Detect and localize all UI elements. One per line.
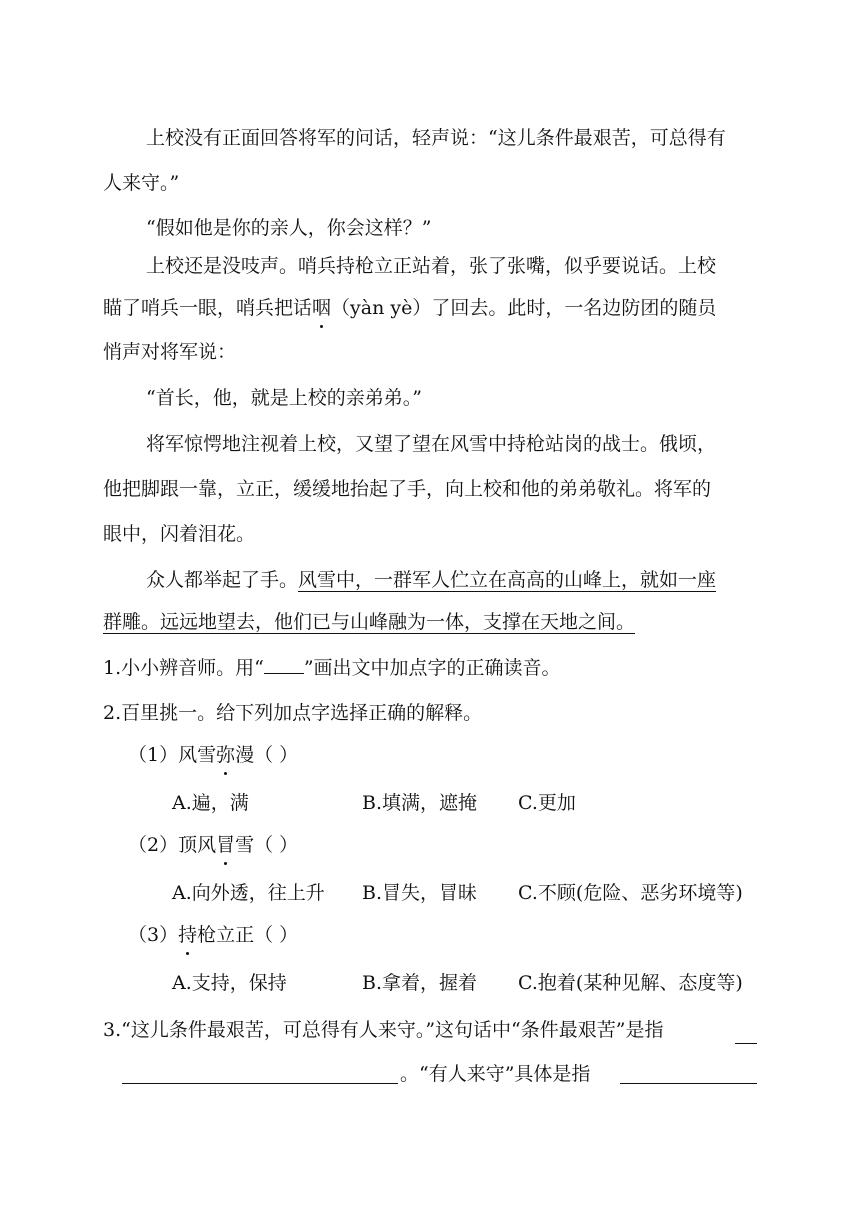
question-2-3-option-a: A.支持，保持 xyxy=(172,972,287,994)
question-2-1 xyxy=(128,742,298,768)
dotted-char-mao: 冒 xyxy=(216,834,236,856)
passage-p6-line2 xyxy=(103,609,635,635)
passage-p3-line1: 上校还是没吱声。哨兵持枪立正站着，张了张嘴，似乎要说话。上校 xyxy=(146,255,717,277)
question-1 xyxy=(103,655,561,681)
question-2-3-end: 枪立正（ ） xyxy=(197,924,299,946)
passage-p3-line2 xyxy=(103,295,716,321)
question-2-3-option-b: B.拿着，握着 xyxy=(362,972,478,994)
question-2-2-start: （2）顶风 xyxy=(128,834,217,856)
question-2: 2.百里挑一。给下列加点字选择正确的解释。 xyxy=(103,702,483,724)
passage-p1-line1: 上校没有正面回答将军的问话，轻声说：“这儿条件最艰苦，可总得有 xyxy=(146,127,726,149)
passage-p3-line2-start: 瞄了哨兵一眼，哨兵把话 xyxy=(103,297,313,319)
question-2-2-end: 雪（ ） xyxy=(235,834,299,856)
question-1-start: 1.小小辨音师。用“ xyxy=(103,657,264,679)
question-2-1-option-a: A.遍，满 xyxy=(172,792,249,814)
passage-p5-line1: 将军惊愕地注视着上校，又望了望在风雪中持枪站岗的战士。俄顷， xyxy=(146,433,717,455)
passage-p4: “首长，他，就是上校的亲弟弟。” xyxy=(146,387,422,409)
question-3-line1: 3.“这儿条件最艰苦，可总得有人来守。”这句话中“条件最艰苦”是指 xyxy=(103,1019,664,1041)
answer-blank-1-start[interactable] xyxy=(735,1043,757,1044)
underlined-sentence-part1: 风雪中，一群军人伫立在高高的山峰上，就如一座 xyxy=(298,569,717,591)
question-2-1-end: 漫（ ） xyxy=(235,744,299,766)
passage-p5-line3: 眼中，闪着泪花。 xyxy=(103,523,256,545)
question-2-3 xyxy=(128,922,298,948)
dotted-char-mi: 弥 xyxy=(216,744,236,766)
answer-blank-1[interactable] xyxy=(122,1083,398,1084)
passage-p2: “假如他是你的亲人，你会这样？” xyxy=(146,217,432,239)
passage-p6-line1-start: 众人都举起了手。 xyxy=(146,569,299,591)
passage-p6-line1 xyxy=(146,567,716,593)
underlined-sentence-part2: 群雕。远远地望去，他们已与山峰融为一体，支撑在天地之间。 xyxy=(103,611,636,633)
dotted-char-yan: 咽 xyxy=(312,297,332,319)
question-2-3-start: （3） xyxy=(128,924,179,946)
question-2-2 xyxy=(128,832,298,858)
passage-p5-line2: 他把脚跟一靠，立正，缓缓地抬起了手，向上校和他的弟弟敬礼。将军的 xyxy=(103,478,712,500)
answer-blank-2[interactable] xyxy=(620,1083,757,1084)
question-1-end: ”画出文中加点字的正确读音。 xyxy=(303,657,561,679)
question-2-1-option-b: B.填满，遮掩 xyxy=(362,792,478,814)
question-3-line2: 。“有人来守”具体是指 xyxy=(400,1063,591,1085)
question-2-2-option-c: C.不顾(危险、恶劣环境等) xyxy=(518,882,743,904)
question-2-2-option-b: B.冒失，冒昧 xyxy=(362,882,478,904)
question-2-1-start: （1）风雪 xyxy=(128,744,217,766)
passage-p3-line2-end: （yàn yè）了回去。此时，一名边防团的随员 xyxy=(331,297,717,319)
question-2-1-option-c: C.更加 xyxy=(518,792,576,814)
sample-blank-line xyxy=(264,655,304,674)
passage-p1-line2: 人来守。” xyxy=(103,172,180,194)
question-2-3-option-c: C.抱着(某种见解、态度等) xyxy=(518,972,743,994)
dotted-char-chi: 持 xyxy=(178,924,198,946)
passage-p3-line3: 悄声对将军说： xyxy=(103,341,237,363)
question-2-2-option-a: A.向外透，往上升 xyxy=(172,882,325,904)
